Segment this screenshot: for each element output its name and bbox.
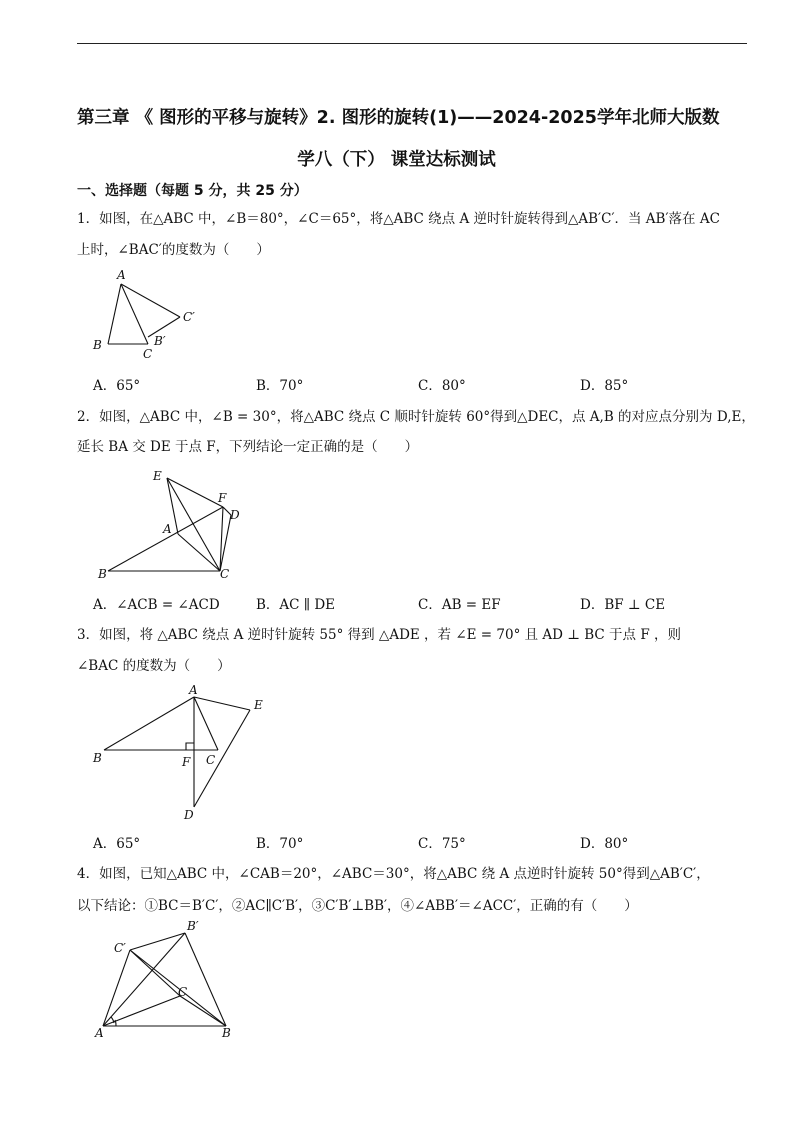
fig1-label-c: C (143, 347, 153, 361)
page-title: 第三章 《 图形的平移与旋转》2. 图形的旋转(1)——2024-2025学年北师大版数 (77, 108, 720, 128)
fig2-label-b: B (98, 567, 107, 581)
question-3-option-a[interactable]: A．65° (93, 836, 141, 852)
question-4-stem: 4．如图，已知△ABC 中，∠CAB＝20°，∠ABC＝30°，将△ABC 绕 A 点逆时针旋转 50°得到△AB′C′， (77, 866, 710, 882)
question-1-stem: 1．如图，在△ABC 中，∠B＝80°，∠C＝65°，将△ABC 绕点 A 逆时针旋转得到△AB′C′．当 AB′落在 AC (77, 211, 720, 227)
fig4-label-a: A (95, 1026, 104, 1040)
fig3-label-e: E (254, 698, 263, 712)
question-1-stem-continued: 上时，∠BAC′的度数为（ ） (77, 242, 270, 258)
fig1-label-b: B (93, 338, 102, 352)
header-rule (77, 43, 747, 44)
fig3-label-a: A (189, 683, 198, 697)
fig4-label-c-prime: C′ (114, 941, 126, 955)
fig1-label-a: A (117, 268, 126, 282)
section-heading: 一、选择题（每题 5 分，共 25 分） (77, 183, 308, 199)
fig2-label-f: F (218, 491, 227, 505)
fig3-label-d: D (184, 808, 194, 822)
question-3-option-d[interactable]: D．80° (580, 836, 629, 852)
fig3-label-b: B (93, 751, 102, 765)
question-4-stem-continued: 以下结论：①BC＝B′C′，②AC∥C′B′，③C′B′⊥BB′，④∠ABB′＝∠ACC′，正确的有（ ） (77, 898, 638, 914)
fig3-label-f: F (182, 755, 191, 769)
fig4-label-b-prime: B′ (187, 919, 199, 933)
question-1-option-c[interactable]: C．80° (418, 378, 466, 394)
question-2-figure (90, 462, 260, 587)
fig1-label-c-prime: C′ (183, 310, 195, 324)
question-3-option-c[interactable]: C．75° (418, 836, 466, 852)
fig4-label-b: B (222, 1026, 231, 1040)
fig2-label-d: D (230, 508, 240, 522)
question-3-stem: 3．如图，将 △ABC 绕点 A 逆时针旋转 55° 得到 △ADE ，若 ∠E = 70° 且 AD ⊥ BC 于点 F ，则 (77, 627, 681, 643)
question-2-option-a[interactable]: A．∠ACB = ∠ACD (93, 597, 220, 613)
question-1-option-a[interactable]: A．65° (93, 378, 141, 394)
question-3-option-b[interactable]: B．70° (256, 836, 304, 852)
question-1-option-d[interactable]: D．85° (580, 378, 629, 394)
question-2-stem-continued: 延长 BA 交 DE 于点 F，下列结论一定正确的是（ ） (77, 439, 419, 455)
fig2-label-a: A (163, 522, 172, 536)
question-1-figure (88, 265, 208, 365)
fig2-label-c: C (220, 567, 230, 581)
question-3-figure (88, 682, 278, 822)
question-2-option-c[interactable]: C．AB = EF (418, 597, 501, 613)
fig4-label-c: C (178, 985, 188, 999)
question-4-figure (90, 920, 250, 1045)
fig1-label-b-prime: B′ (154, 334, 166, 348)
page-title-continued: 学八（下） 课堂达标测试 (297, 150, 496, 170)
question-1-option-b[interactable]: B．70° (256, 378, 304, 394)
fig2-label-e: E (153, 469, 162, 483)
question-2-option-b[interactable]: B．AC ∥ DE (256, 597, 335, 613)
question-3-stem-continued: ∠BAC 的度数为（ ） (77, 658, 231, 674)
question-2-option-d[interactable]: D．BF ⊥ CE (580, 597, 666, 613)
question-2-stem: 2．如图，△ABC 中，∠B = 30°，将△ABC 绕点 C 顺时针旋转 60°得到△DEC，点 A,B 的对应点分别为 D,E， (77, 409, 755, 425)
fig3-label-c: C (206, 753, 216, 767)
